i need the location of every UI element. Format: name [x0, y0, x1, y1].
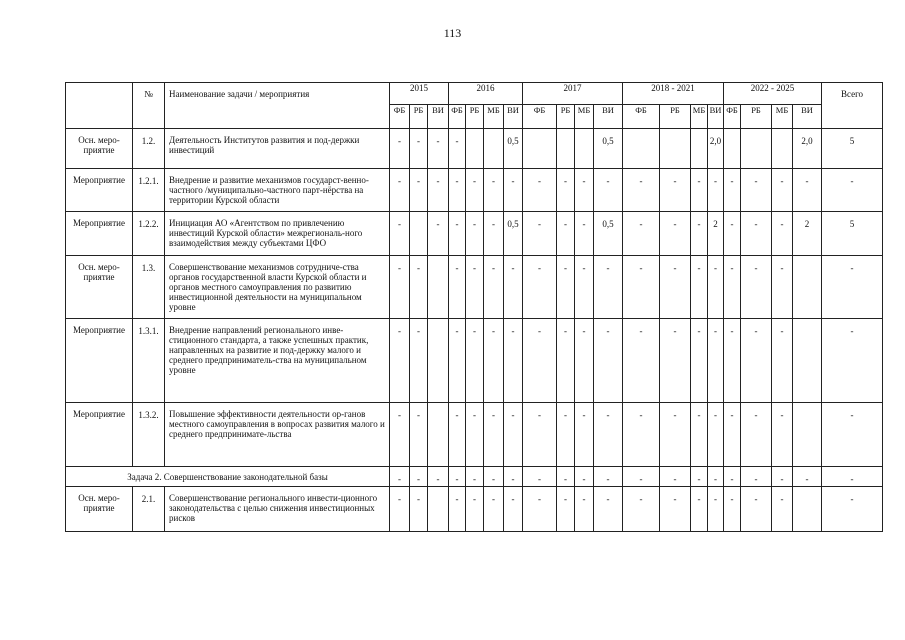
value-cell: - — [724, 256, 741, 319]
value-cell: - — [466, 256, 484, 319]
total-cell: - — [822, 467, 883, 487]
value-cell: - — [575, 403, 594, 467]
sub-header: ФБ — [390, 105, 410, 129]
value-cell — [741, 129, 772, 169]
value-cell: - — [793, 467, 822, 487]
sub-header: ФБ — [623, 105, 660, 129]
row-type: Мероприятие — [66, 169, 133, 212]
value-cell: - — [691, 467, 708, 487]
sub-header: РБ — [660, 105, 691, 129]
value-cell: - — [504, 169, 523, 212]
value-cell: - — [449, 256, 466, 319]
value-cell: - — [741, 487, 772, 532]
value-cell: - — [623, 256, 660, 319]
value-cell: - — [449, 403, 466, 467]
value-cell: - — [484, 467, 504, 487]
sub-header: РБ — [466, 105, 484, 129]
value-cell: - — [523, 319, 557, 403]
value-cell — [793, 487, 822, 532]
value-cell: - — [390, 467, 410, 487]
row-number: 1.2.1. — [133, 169, 165, 212]
value-cell: 0,5 — [504, 129, 523, 169]
value-cell — [691, 129, 708, 169]
value-cell: 2,0 — [793, 129, 822, 169]
sub-header: РБ — [741, 105, 772, 129]
value-cell — [793, 319, 822, 403]
sub-header: МБ — [484, 105, 504, 129]
value-cell: - — [575, 467, 594, 487]
total-cell: - — [822, 256, 883, 319]
value-cell: - — [466, 467, 484, 487]
value-cell: - — [484, 212, 504, 256]
value-cell: - — [708, 403, 724, 467]
value-cell: - — [557, 467, 575, 487]
total-cell: - — [822, 487, 883, 532]
value-cell: - — [410, 487, 428, 532]
page-number: 113 — [443, 26, 462, 40]
row-type: Осн. меро-приятие — [66, 256, 133, 319]
value-cell: 2,0 — [708, 129, 724, 169]
header-period-2016: 2016 — [449, 83, 523, 105]
value-cell: - — [428, 212, 449, 256]
value-cell: - — [390, 256, 410, 319]
table-row — [66, 403, 883, 467]
value-cell: - — [449, 319, 466, 403]
task-row — [66, 467, 883, 487]
value-cell: - — [557, 403, 575, 467]
value-cell — [724, 129, 741, 169]
value-cell: - — [466, 169, 484, 212]
sub-header: ФБ — [523, 105, 557, 129]
sub-header: ВИ — [708, 105, 724, 129]
value-cell: - — [410, 319, 428, 403]
total-cell: - — [822, 169, 883, 212]
value-cell: - — [623, 212, 660, 256]
value-cell — [793, 403, 822, 467]
table-row — [66, 212, 883, 256]
value-cell: - — [708, 467, 724, 487]
value-cell: - — [557, 212, 575, 256]
value-cell: - — [660, 319, 691, 403]
value-cell: - — [724, 212, 741, 256]
value-cell: - — [557, 256, 575, 319]
header-period-2017: 2017 — [523, 83, 623, 105]
value-cell: 2 — [708, 212, 724, 256]
value-cell: - — [523, 256, 557, 319]
value-cell: - — [523, 403, 557, 467]
value-cell: - — [741, 319, 772, 403]
row-name: Совершенствование механизмов сотрудниче-ства органов государственной власти Курской области и органов местного самоуправления по развитию инвестиционной деятельности на муниципальном уровне — [165, 256, 390, 319]
row-type: Мероприятие — [66, 212, 133, 256]
table-row — [66, 129, 883, 169]
value-cell: - — [504, 467, 523, 487]
sub-header: ВИ — [504, 105, 523, 129]
sub-header: ВИ — [428, 105, 449, 129]
table-body — [66, 129, 883, 532]
sub-header: ВИ — [793, 105, 822, 129]
row-type: Мероприятие — [66, 319, 133, 403]
value-cell: - — [575, 256, 594, 319]
value-cell: - — [691, 212, 708, 256]
sub-header: РБ — [410, 105, 428, 129]
value-cell: - — [449, 129, 466, 169]
funding-table — [65, 82, 883, 532]
row-name: Совершенствование регионального инвести-ционного законодательства с целью снижения инвестиционных рисков — [165, 487, 390, 532]
value-cell: - — [691, 403, 708, 467]
row-name: Деятельность Институтов развития и под-держки инвестиций — [165, 129, 390, 169]
row-number: 1.3.1. — [133, 319, 165, 403]
value-cell: - — [449, 467, 466, 487]
value-cell — [428, 487, 449, 532]
value-cell — [523, 129, 557, 169]
value-cell: - — [724, 319, 741, 403]
value-cell: - — [691, 487, 708, 532]
header-total: Всего — [822, 83, 883, 129]
value-cell: - — [772, 487, 793, 532]
value-cell: - — [772, 256, 793, 319]
value-cell: - — [449, 487, 466, 532]
value-cell: - — [484, 169, 504, 212]
value-cell: - — [724, 487, 741, 532]
value-cell: - — [660, 487, 691, 532]
value-cell: - — [660, 403, 691, 467]
value-cell: - — [466, 319, 484, 403]
sub-header: МБ — [691, 105, 708, 129]
value-cell: - — [410, 467, 428, 487]
value-cell: - — [623, 487, 660, 532]
value-cell: - — [691, 256, 708, 319]
row-name: Инициация АО «Агентством по привлечению инвестиций Курской области» межрегиональ-ного взаимодействия между субъектами ЦФО — [165, 212, 390, 256]
value-cell — [484, 129, 504, 169]
row-name: Внедрение направлений регионального инве-стиционного стандарта, а также успешных практик, направленных на развитие и под-держку малого и среднего предприниматель-ства на муниципальном уровне — [165, 319, 390, 403]
value-cell: - — [594, 169, 623, 212]
sub-header: РБ — [557, 105, 575, 129]
value-cell: - — [410, 256, 428, 319]
value-cell: - — [428, 169, 449, 212]
value-cell: - — [594, 403, 623, 467]
row-number: 1.2. — [133, 129, 165, 169]
value-cell: - — [428, 467, 449, 487]
sub-header: ФБ — [449, 105, 466, 129]
value-cell: - — [724, 169, 741, 212]
header-name: Наименование задачи / мероприятия — [165, 83, 390, 129]
header-period-2018-2021: 2018 - 2021 — [623, 83, 724, 105]
value-cell: - — [772, 403, 793, 467]
value-cell: - — [724, 467, 741, 487]
value-cell: - — [557, 319, 575, 403]
value-cell: - — [594, 319, 623, 403]
value-cell: - — [741, 467, 772, 487]
sub-header: МБ — [772, 105, 793, 129]
value-cell: - — [660, 467, 691, 487]
row-type: Осн. меро-приятие — [66, 487, 133, 532]
value-cell: - — [660, 256, 691, 319]
value-cell: - — [504, 403, 523, 467]
value-cell: 2 — [793, 212, 822, 256]
value-cell — [428, 256, 449, 319]
value-cell: - — [575, 487, 594, 532]
value-cell: - — [772, 319, 793, 403]
sub-header: МБ — [575, 105, 594, 129]
header-period-2015: 2015 — [390, 83, 449, 105]
value-cell: - — [708, 487, 724, 532]
value-cell: - — [390, 129, 410, 169]
value-cell: - — [691, 169, 708, 212]
value-cell: - — [575, 319, 594, 403]
value-cell: - — [623, 467, 660, 487]
row-number: 2.1. — [133, 487, 165, 532]
value-cell: - — [793, 169, 822, 212]
value-cell: - — [623, 319, 660, 403]
value-cell: - — [594, 467, 623, 487]
value-cell: - — [575, 212, 594, 256]
value-cell: - — [741, 169, 772, 212]
value-cell: - — [466, 403, 484, 467]
value-cell: - — [504, 256, 523, 319]
value-cell: - — [708, 256, 724, 319]
value-cell: - — [428, 129, 449, 169]
value-cell — [793, 256, 822, 319]
value-cell: - — [772, 467, 793, 487]
value-cell: - — [557, 487, 575, 532]
value-cell: - — [410, 129, 428, 169]
value-cell: - — [410, 403, 428, 467]
table-row — [66, 487, 883, 532]
value-cell: - — [466, 212, 484, 256]
value-cell — [623, 129, 660, 169]
sub-header: ВИ — [594, 105, 623, 129]
value-cell — [575, 129, 594, 169]
value-cell: - — [575, 169, 594, 212]
table-row — [66, 256, 883, 319]
value-cell: - — [772, 169, 793, 212]
total-cell: - — [822, 403, 883, 467]
value-cell — [772, 129, 793, 169]
value-cell: 0,5 — [594, 129, 623, 169]
value-cell: - — [660, 169, 691, 212]
value-cell: - — [594, 487, 623, 532]
value-cell: - — [523, 212, 557, 256]
value-cell: - — [724, 403, 741, 467]
value-cell — [428, 319, 449, 403]
value-cell: - — [708, 319, 724, 403]
value-cell: - — [741, 256, 772, 319]
value-cell: - — [691, 319, 708, 403]
value-cell: 0,5 — [594, 212, 623, 256]
value-cell: - — [772, 212, 793, 256]
value-cell: - — [466, 487, 484, 532]
value-cell — [466, 129, 484, 169]
row-number: 1.3.2. — [133, 403, 165, 467]
header-type-blank — [66, 83, 133, 129]
value-cell: - — [449, 169, 466, 212]
value-cell: - — [504, 319, 523, 403]
value-cell: - — [623, 403, 660, 467]
sub-header: ФБ — [724, 105, 741, 129]
value-cell: - — [594, 256, 623, 319]
row-name: Внедрение и развитие механизмов государст-венно-частного /муниципально-частного парт-нёрства на территории Курской области — [165, 169, 390, 212]
row-name: Повышение эффективности деятельности ор-ганов местного самоуправления в вопросах развития малого и среднего предпринимате-льства — [165, 403, 390, 467]
value-cell: - — [660, 212, 691, 256]
value-cell: - — [523, 169, 557, 212]
value-cell: - — [410, 169, 428, 212]
value-cell: - — [449, 212, 466, 256]
value-cell: - — [523, 487, 557, 532]
value-cell: - — [504, 487, 523, 532]
value-cell: - — [741, 403, 772, 467]
value-cell — [410, 212, 428, 256]
value-cell — [428, 403, 449, 467]
total-cell: - — [822, 319, 883, 403]
value-cell: - — [390, 487, 410, 532]
value-cell: - — [390, 319, 410, 403]
value-cell: - — [708, 169, 724, 212]
row-number: 1.2.2. — [133, 212, 165, 256]
value-cell: - — [484, 403, 504, 467]
task-title: Задача 2. Совершенствование законодательной базы — [66, 467, 390, 487]
value-cell: - — [557, 169, 575, 212]
value-cell: - — [623, 169, 660, 212]
total-cell: 5 — [822, 129, 883, 169]
value-cell: - — [484, 256, 504, 319]
value-cell: 0,5 — [504, 212, 523, 256]
total-cell: 5 — [822, 212, 883, 256]
value-cell: - — [523, 467, 557, 487]
table-row — [66, 169, 883, 212]
value-cell: - — [741, 212, 772, 256]
value-cell: - — [484, 319, 504, 403]
table-row — [66, 319, 883, 403]
row-type: Мероприятие — [66, 403, 133, 467]
header-period-2022-2025: 2022 - 2025 — [724, 83, 822, 105]
value-cell: - — [484, 487, 504, 532]
value-cell: - — [390, 212, 410, 256]
value-cell — [660, 129, 691, 169]
row-number: 1.3. — [133, 256, 165, 319]
header-no: № — [133, 83, 165, 129]
row-type: Осн. меро-приятие — [66, 129, 133, 169]
value-cell: - — [390, 403, 410, 467]
value-cell — [557, 129, 575, 169]
value-cell: - — [390, 169, 410, 212]
